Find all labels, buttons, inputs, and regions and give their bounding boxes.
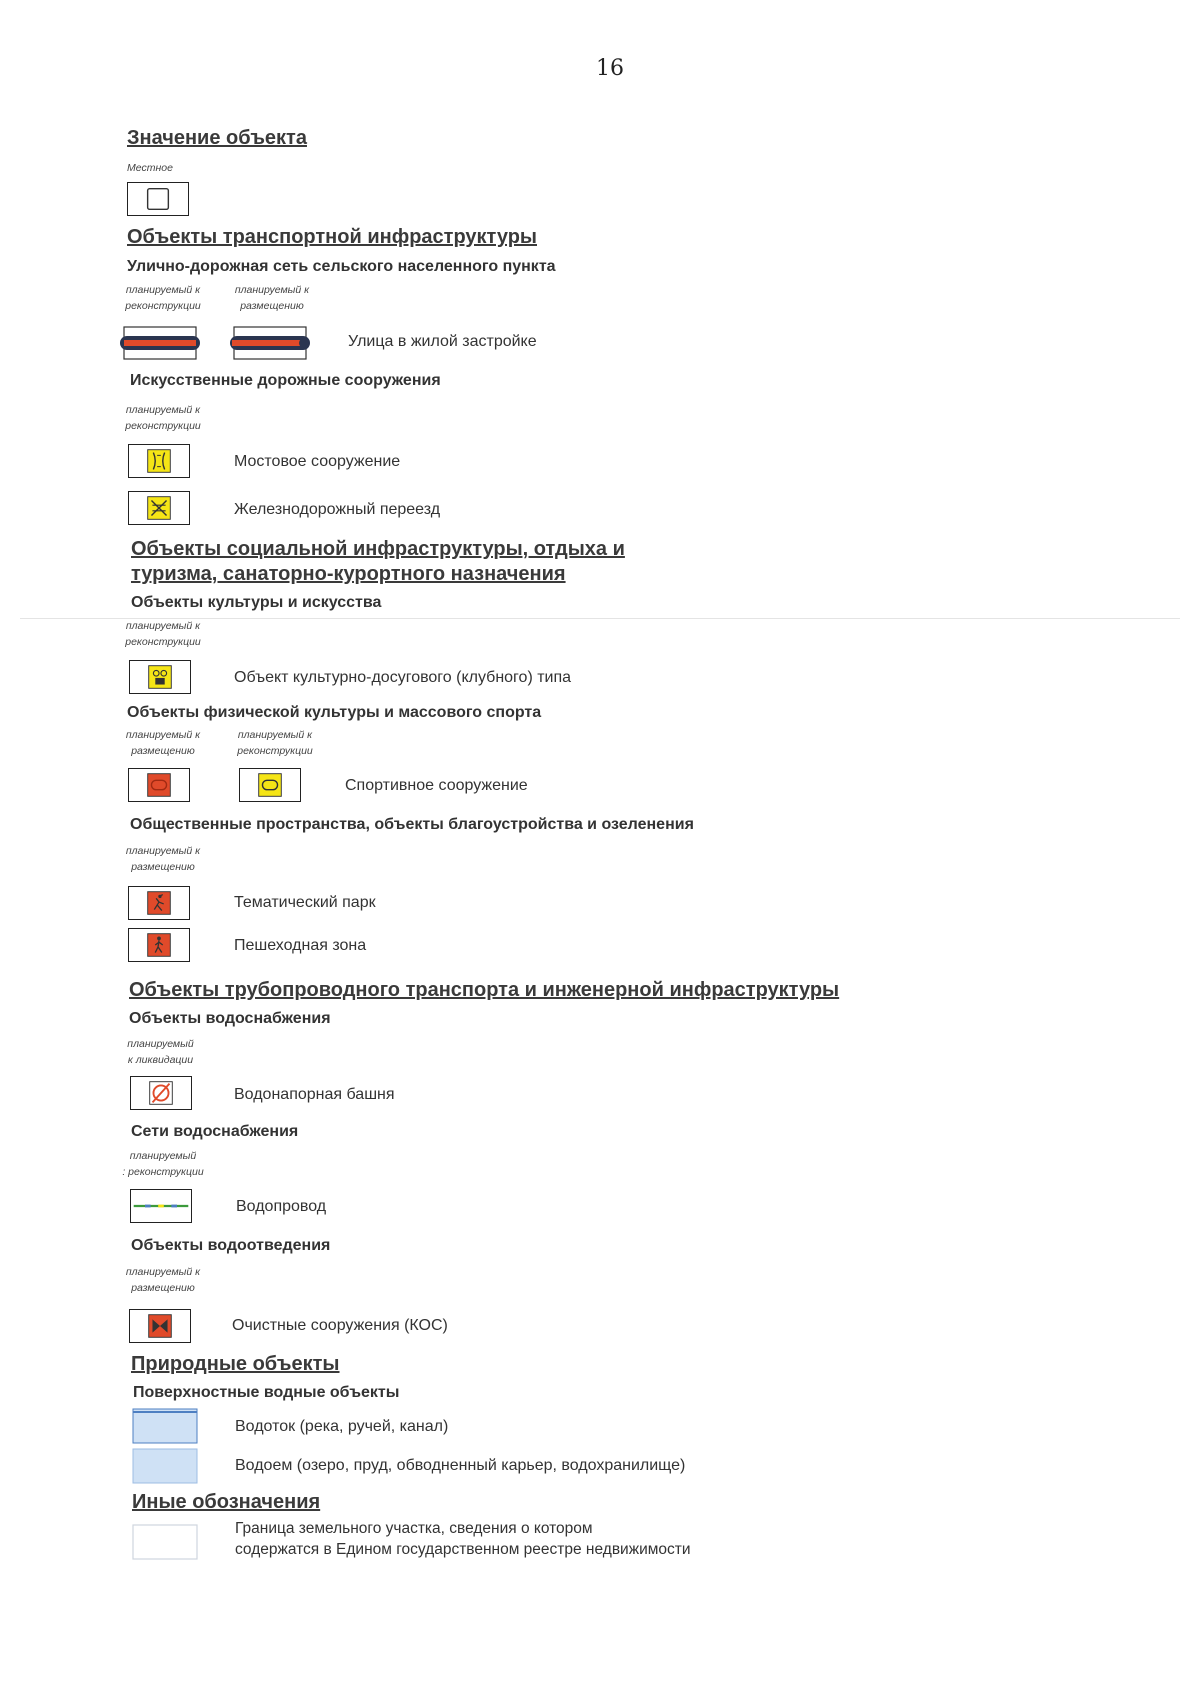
local-caption: Местное bbox=[127, 162, 173, 174]
railway-crossing-symbol bbox=[128, 491, 190, 525]
bridge-icon bbox=[129, 445, 189, 477]
club-symbol bbox=[129, 660, 191, 694]
label-water-pipe: Водопровод bbox=[236, 1198, 327, 1215]
label-street: Улица в жилой застройке bbox=[348, 333, 537, 350]
heading-road-network: Улично-дорожная сеть сельского населенного пункта bbox=[127, 258, 556, 275]
label-land-plot-line1: Граница земельного участка, сведения о котором bbox=[235, 1520, 593, 1537]
heading-transport: Объекты транспортной инфраструктуры bbox=[127, 226, 537, 248]
square-icon bbox=[128, 183, 188, 215]
sport-icon bbox=[240, 769, 300, 801]
caption-culture: планируемый к реконструкции bbox=[125, 620, 201, 648]
heading-road-structures: Искусственные дорожные сооружения bbox=[130, 372, 441, 389]
caption-sport-reconstruction: планируемый к реконструкции bbox=[237, 729, 313, 757]
caption-public-spaces: планируемый к размещению bbox=[125, 845, 201, 873]
heading-surface-water: Поверхностные водные объекты bbox=[133, 1384, 400, 1401]
street-reconstruction-symbol bbox=[118, 326, 202, 360]
railway-crossing-icon bbox=[129, 492, 189, 524]
water-pipe-icon bbox=[131, 1190, 191, 1222]
sport-placement-symbol bbox=[128, 768, 190, 802]
heading-other: Иные обозначения bbox=[132, 1491, 321, 1513]
bridge-symbol bbox=[128, 444, 190, 478]
heading-natural: Природные объекты bbox=[131, 1353, 340, 1375]
water-pipe-symbol bbox=[130, 1189, 192, 1223]
treatment-plant-icon bbox=[130, 1310, 190, 1342]
label-pedestrian-zone: Пешеходная зона bbox=[234, 937, 367, 954]
heading-public-spaces: Общественные пространства, объекты благоустройства и озеленения bbox=[130, 816, 694, 833]
watercourse-symbol bbox=[132, 1408, 198, 1444]
caption-water-supply: планируемый к ликвидации bbox=[127, 1038, 194, 1066]
street-placement-symbol bbox=[228, 326, 312, 360]
heading-engineering: Объекты трубопроводного транспорта и инженерной инфраструктуры bbox=[129, 979, 840, 1001]
heading-sport: Объекты физической культуры и массового спорта bbox=[127, 704, 542, 721]
theme-park-symbol bbox=[128, 886, 190, 920]
label-water-tower: Водонапорная башня bbox=[234, 1086, 395, 1103]
caption-water-networks: планируемый : реконструкции bbox=[122, 1150, 204, 1178]
caption-structures-reconstruction: планируемый к реконструкции bbox=[125, 404, 201, 432]
local-significance-symbol bbox=[127, 182, 189, 216]
label-water-body: Водоем (озеро, пруд, обводненный карьер, водохранилище) bbox=[235, 1457, 686, 1474]
label-land-plot-line2: содержатся в Едином государственном реестре недвижимости bbox=[235, 1541, 691, 1558]
pedestrian-zone-symbol bbox=[128, 928, 190, 962]
caption-road-placement: планируемый к размещению bbox=[234, 284, 310, 312]
water-tower-symbol bbox=[130, 1076, 192, 1110]
heading-drainage: Объекты водоотведения bbox=[131, 1237, 331, 1254]
label-watercourse: Водоток (река, ручей, канал) bbox=[235, 1418, 449, 1435]
club-icon bbox=[130, 661, 190, 693]
water-body-symbol bbox=[132, 1448, 198, 1484]
caption-sport-placement: планируемый к размещению bbox=[125, 729, 201, 757]
sport-icon bbox=[129, 769, 189, 801]
heading-water-networks: Сети водоснабжения bbox=[131, 1123, 299, 1140]
label-treatment-plant: Очистные сооружения (КОС) bbox=[232, 1317, 448, 1334]
label-railway-crossing: Железнодорожный переезд bbox=[234, 501, 441, 518]
land-plot-symbol bbox=[132, 1524, 198, 1560]
label-theme-park: Тематический парк bbox=[234, 894, 376, 911]
treatment-plant-symbol bbox=[129, 1309, 191, 1343]
page-number: 16 bbox=[596, 56, 624, 81]
heading-significance: Значение объекта bbox=[127, 127, 307, 149]
caption-road-reconstruction: планируемый к реконструкции bbox=[125, 284, 201, 312]
pedestrian-zone-icon bbox=[129, 929, 189, 961]
theme-park-icon bbox=[129, 887, 189, 919]
heading-culture: Объекты культуры и искусства bbox=[131, 594, 382, 611]
heading-water-supply: Объекты водоснабжения bbox=[129, 1010, 331, 1027]
label-club: Объект культурно-досугового (клубного) типа bbox=[234, 669, 572, 686]
water-tower-icon bbox=[131, 1077, 191, 1109]
label-sport: Спортивное сооружение bbox=[345, 777, 528, 794]
heading-social-line2: туризма, санаторно-курортного назначения bbox=[131, 563, 566, 585]
caption-drainage: планируемый к размещению bbox=[125, 1266, 201, 1294]
sport-reconstruction-symbol bbox=[239, 768, 301, 802]
heading-social-line1: Объекты социальной инфраструктуры, отдыха и bbox=[131, 538, 625, 560]
label-bridge: Мостовое сооружение bbox=[234, 453, 401, 470]
